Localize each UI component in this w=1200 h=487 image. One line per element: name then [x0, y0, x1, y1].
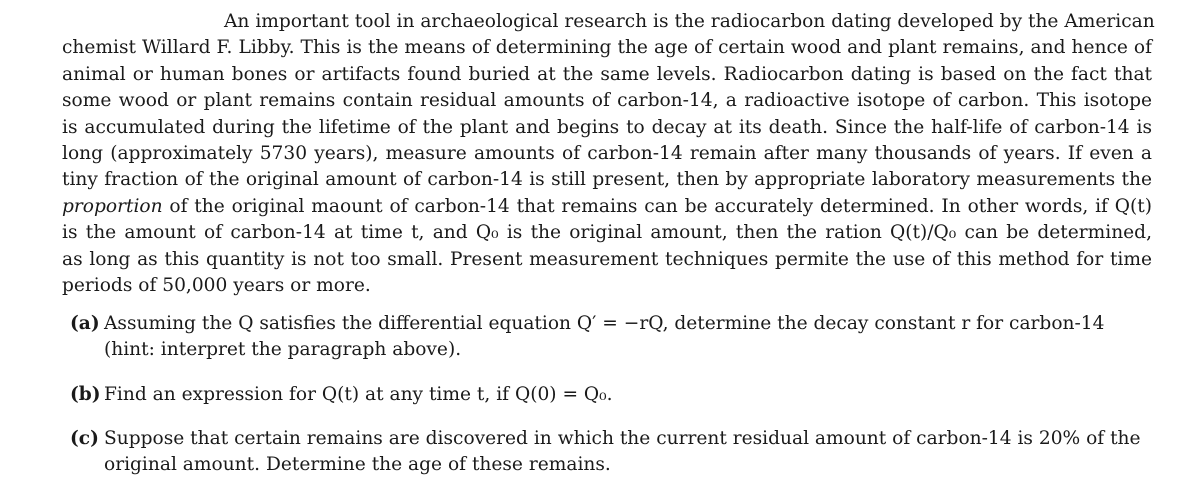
part-label: (a)	[70, 313, 100, 334]
part-a	[70, 311, 1150, 364]
paragraph-line: some wood or plant remains contain residual amounts of carbon-14, a radioactive isotope of carbon. This isotope	[62, 90, 1152, 112]
paragraph-line: animal or human bones or artifacts found buried at the same levels. Radiocarbon dating is based on the fact that	[62, 63, 1152, 85]
part-label: (c)	[70, 428, 99, 449]
part-text-continued: (hint: interpret the paragraph above).	[104, 339, 462, 361]
part-label: (b)	[70, 384, 101, 405]
proportion-emphasis: proportion	[62, 195, 163, 217]
paragraph-line: is the amount of carbon-14 at time t, and Q₀ is the original amount, then the ration Q(t)/Q₀ can be determined,	[62, 222, 1152, 244]
part-b	[70, 382, 1150, 408]
part-text-continued: original amount. Determine the age of these remains.	[104, 454, 611, 476]
paragraph-line: periods of 50,000 years or more.	[62, 275, 371, 297]
paragraph-line: as long as this quantity is not too small. Present measurement techniques permite the use of this method for time	[62, 248, 1152, 270]
paragraph-line: long (approximately 5730 years), measure amounts of carbon-14 remain after many thousands of years. If even a	[62, 143, 1152, 165]
paragraph-line: An important tool in archaeological research is the radiocarbon dating developed by the American	[224, 11, 1155, 32]
part-c	[70, 426, 1150, 479]
intro-paragraph	[62, 9, 1155, 299]
part-text: Assuming the Q satisfies the differential equation Q′ = −rQ, determine the decay constant r for carbon-14	[104, 313, 1105, 334]
part-text: Suppose that certain remains are discovered in which the current residual amount of carbon-14 is 20% of the	[104, 428, 1141, 449]
paragraph-line: is accumulated during the lifetime of the plant and begins to decay at its death. Since the half-life of carbon-14 is	[62, 116, 1152, 138]
paragraph-line-rest: of the original maount of carbon-14 that remains can be accurately determined. In other words, if Q(t)	[162, 195, 1152, 217]
paragraph-line	[62, 194, 1152, 220]
part-text: Find an expression for Q(t) at any time t, if Q(0) = Q₀.	[104, 384, 613, 405]
paragraph-line: chemist Willard F. Libby. This is the means of determining the age of certain wood and plant remains, and hence of	[62, 37, 1152, 59]
paragraph-line: tiny fraction of the original amount of carbon-14 is still present, then by appropriate laboratory measurements the	[62, 169, 1152, 191]
